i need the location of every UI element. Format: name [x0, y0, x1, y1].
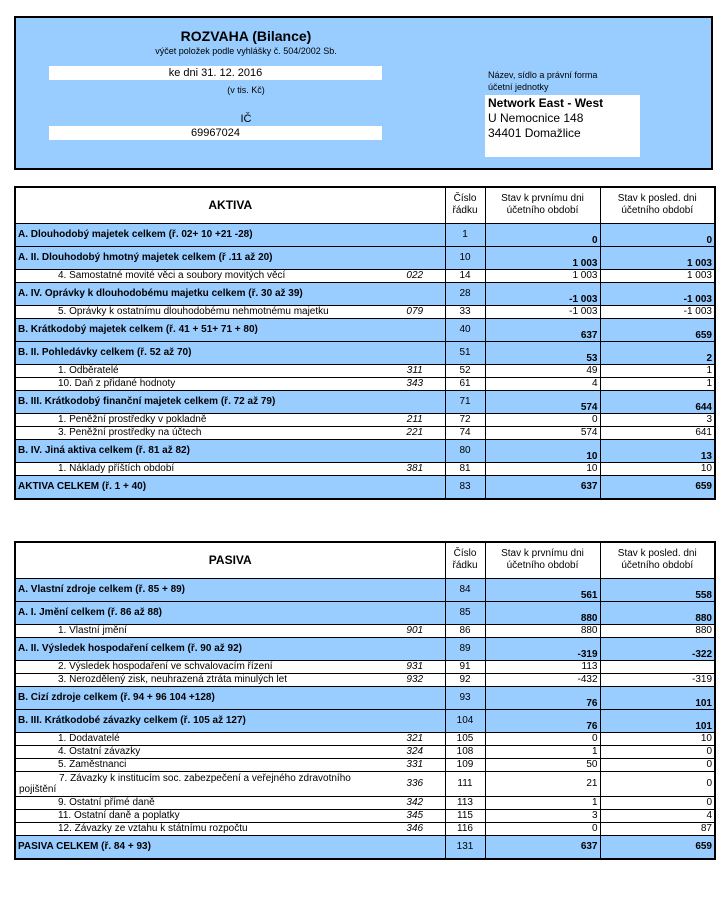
- value-period-end[interactable]: 87: [600, 822, 715, 835]
- value-period-end[interactable]: 10: [600, 732, 715, 745]
- row-number[interactable]: 105: [445, 732, 485, 745]
- pasiva-header-row: [15, 542, 715, 578]
- row-number[interactable]: 83: [445, 475, 485, 499]
- aktiva-row-51: [15, 341, 715, 364]
- account-code[interactable]: 346: [385, 822, 445, 835]
- row-number[interactable]: 74: [445, 426, 485, 439]
- aktiva-row-83: [15, 475, 715, 499]
- row-description[interactable]: A. IV. Oprávky k dlouhodobému majetku celkem (ř. 30 až 39): [15, 282, 385, 305]
- row-description[interactable]: 5. Oprávky k ostatnímu dlouhodobému nehmotnému majetku: [15, 305, 385, 318]
- pasiva-row-93: [15, 686, 715, 709]
- value-period-start[interactable]: -319: [485, 637, 600, 660]
- value-period-start[interactable]: 0: [485, 732, 600, 745]
- value-period-start[interactable]: 637: [485, 835, 600, 859]
- row-description[interactable]: 3. Peněžní prostředky na účtech: [15, 426, 385, 439]
- value-period-end[interactable]: -1 003: [600, 282, 715, 305]
- aktiva-row-1: [15, 223, 715, 246]
- row-number[interactable]: 116: [445, 822, 485, 835]
- pasiva-row-111: [15, 771, 715, 796]
- value-period-start[interactable]: 3: [485, 809, 600, 822]
- value-period-end[interactable]: 0: [600, 745, 715, 758]
- row-number[interactable]: 52: [445, 364, 485, 377]
- row-number[interactable]: 40: [445, 318, 485, 341]
- account-code[interactable]: 931: [385, 660, 445, 673]
- aktiva-row-10: [15, 246, 715, 269]
- row-description[interactable]: 1. Odběratelé: [15, 364, 385, 377]
- pasiva-col-period-end: Stav k posled. dni účetního období: [600, 542, 715, 578]
- aktiva-row-40: [15, 318, 715, 341]
- row-number[interactable]: 72: [445, 413, 485, 426]
- value-period-start[interactable]: 0: [485, 223, 600, 246]
- pasiva-row-86: [15, 624, 715, 637]
- value-period-end[interactable]: 641: [600, 426, 715, 439]
- pasiva-row-104: [15, 709, 715, 732]
- entity-name-field[interactable]: [485, 95, 640, 157]
- value-period-start[interactable]: -1 003: [485, 282, 600, 305]
- value-period-start[interactable]: 574: [485, 426, 600, 439]
- row-description[interactable]: B. IV. Jiná aktiva celkem (ř. 81 až 82): [15, 439, 385, 462]
- row-number[interactable]: 14: [445, 269, 485, 282]
- value-period-end[interactable]: 13: [600, 439, 715, 462]
- row-description[interactable]: A. I. Jmění celkem (ř. 86 až 88): [15, 601, 385, 624]
- account-code[interactable]: 331: [385, 758, 445, 771]
- value-period-start[interactable]: 53: [485, 341, 600, 364]
- row-number[interactable]: 81: [445, 462, 485, 475]
- account-code[interactable]: [385, 246, 445, 269]
- value-period-start[interactable]: 0: [485, 413, 600, 426]
- value-period-start[interactable]: 0: [485, 822, 600, 835]
- value-period-end[interactable]: 101: [600, 686, 715, 709]
- aktiva-col-period-start: Stav k prvnímu dni účetního období: [485, 187, 600, 223]
- ic-field[interactable]: 69967024: [49, 126, 382, 140]
- ic-label: IČ: [240, 113, 252, 125]
- row-number[interactable]: 91: [445, 660, 485, 673]
- row-description[interactable]: 5. Zaměstnanci: [15, 758, 385, 771]
- aktiva-col-period-end: Stav k posled. dni účetního období: [600, 187, 715, 223]
- aktiva-row-52: [15, 364, 715, 377]
- value-period-end[interactable]: 0: [600, 771, 715, 796]
- value-period-start[interactable]: 637: [485, 475, 600, 499]
- pasiva-row-91: [15, 660, 715, 673]
- account-code[interactable]: 022: [385, 269, 445, 282]
- row-description[interactable]: 7. Závazky k institucím soc. zabezpečení a veřejného zdravotního pojištění: [15, 771, 385, 796]
- row-description[interactable]: AKTIVA CELKEM (ř. 1 + 40): [15, 475, 385, 499]
- account-code[interactable]: [385, 318, 445, 341]
- value-period-end[interactable]: 101: [600, 709, 715, 732]
- row-description[interactable]: PASIVA CELKEM (ř. 84 + 93): [15, 835, 385, 859]
- row-number[interactable]: 33: [445, 305, 485, 318]
- value-period-start[interactable]: 561: [485, 578, 600, 601]
- row-number[interactable]: 80: [445, 439, 485, 462]
- row-description[interactable]: 9. Ostatní přímé daně: [15, 796, 385, 809]
- row-number[interactable]: 84: [445, 578, 485, 601]
- value-period-start[interactable]: 1: [485, 745, 600, 758]
- account-code[interactable]: [385, 282, 445, 305]
- pasiva-row-105: [15, 732, 715, 745]
- aktiva-row-72: [15, 413, 715, 426]
- value-period-end[interactable]: 4: [600, 809, 715, 822]
- value-period-end[interactable]: -1 003: [600, 305, 715, 318]
- row-number[interactable]: 61: [445, 377, 485, 390]
- value-period-end[interactable]: 1: [600, 377, 715, 390]
- pasiva-row-92: [15, 673, 715, 686]
- value-period-end[interactable]: 10: [600, 462, 715, 475]
- value-period-end[interactable]: 659: [600, 835, 715, 859]
- aktiva-row-61: [15, 377, 715, 390]
- value-period-start[interactable]: 1 003: [485, 269, 600, 282]
- account-code[interactable]: 336: [385, 771, 445, 796]
- header-panel: [14, 16, 713, 170]
- value-period-end[interactable]: 1 003: [600, 246, 715, 269]
- value-period-start[interactable]: 10: [485, 439, 600, 462]
- row-description[interactable]: 1. Vlastní jmění: [15, 624, 385, 637]
- value-period-end[interactable]: 0: [600, 223, 715, 246]
- account-code[interactable]: [385, 223, 445, 246]
- value-period-end[interactable]: 880: [600, 624, 715, 637]
- aktiva-row-33: [15, 305, 715, 318]
- row-description[interactable]: 2. Výsledek hospodaření ve schvalovacím řízení: [15, 660, 385, 673]
- entity-name-label-line2: účetní jednotky: [488, 82, 549, 92]
- account-code[interactable]: 345: [385, 809, 445, 822]
- account-code[interactable]: [385, 578, 445, 601]
- account-code[interactable]: [385, 637, 445, 660]
- value-period-end[interactable]: 558: [600, 578, 715, 601]
- account-code[interactable]: [385, 341, 445, 364]
- pasiva-row-115: [15, 809, 715, 822]
- row-number[interactable]: 113: [445, 796, 485, 809]
- pasiva-row-109: [15, 758, 715, 771]
- account-code[interactable]: [385, 390, 445, 413]
- row-description[interactable]: B. Krátkodobý majetek celkem (ř. 41 + 51+ 71 + 80): [15, 318, 385, 341]
- pasiva-row-89: [15, 637, 715, 660]
- row-number[interactable]: 89: [445, 637, 485, 660]
- company-address-city: 34401 Domažlice: [488, 126, 581, 140]
- row-number[interactable]: 93: [445, 686, 485, 709]
- aktiva-row-80: [15, 439, 715, 462]
- aktiva-row-28: [15, 282, 715, 305]
- row-description[interactable]: B. Cizí zdroje celkem (ř. 94 + 96 104 +128): [15, 686, 385, 709]
- value-period-end[interactable]: 659: [600, 318, 715, 341]
- row-number[interactable]: 111: [445, 771, 485, 796]
- value-period-start[interactable]: 113: [485, 660, 600, 673]
- value-period-end[interactable]: -322: [600, 637, 715, 660]
- value-period-end[interactable]: 644: [600, 390, 715, 413]
- account-code[interactable]: [385, 709, 445, 732]
- pasiva-row-84: [15, 578, 715, 601]
- entity-name-label: [488, 69, 688, 93]
- account-code[interactable]: 342: [385, 796, 445, 809]
- account-code[interactable]: [385, 601, 445, 624]
- aktiva-row-81: [15, 462, 715, 475]
- row-number[interactable]: 92: [445, 673, 485, 686]
- pasiva-row-116: [15, 822, 715, 835]
- aktiva-row-74: [15, 426, 715, 439]
- row-description[interactable]: 4. Ostatní závazky: [15, 745, 385, 758]
- company-address-street: U Nemocnice 148: [488, 111, 584, 125]
- value-period-end[interactable]: [600, 660, 715, 673]
- row-number[interactable]: 131: [445, 835, 485, 859]
- row-description[interactable]: A. Dlouhodobý majetek celkem (ř. 02+ 10 +21 -28): [15, 223, 385, 246]
- value-period-start[interactable]: 637: [485, 318, 600, 341]
- row-description[interactable]: 10. Daň z přidané hodnoty: [15, 377, 385, 390]
- pasiva-row-108: [15, 745, 715, 758]
- account-code[interactable]: 324: [385, 745, 445, 758]
- value-period-end[interactable]: 0: [600, 796, 715, 809]
- value-period-start[interactable]: 76: [485, 686, 600, 709]
- company-name: Network East - West: [488, 96, 604, 110]
- pasiva-row-113: [15, 796, 715, 809]
- account-code[interactable]: 221: [385, 426, 445, 439]
- account-code[interactable]: [385, 686, 445, 709]
- row-number[interactable]: 51: [445, 341, 485, 364]
- row-number[interactable]: 71: [445, 390, 485, 413]
- row-number[interactable]: 28: [445, 282, 485, 305]
- aktiva-row-71: [15, 390, 715, 413]
- row-number[interactable]: 104: [445, 709, 485, 732]
- account-code[interactable]: 079: [385, 305, 445, 318]
- row-number[interactable]: 1: [445, 223, 485, 246]
- value-period-start[interactable]: 76: [485, 709, 600, 732]
- value-period-start[interactable]: 10: [485, 462, 600, 475]
- row-description[interactable]: 1. Dodavatelé: [15, 732, 385, 745]
- account-code[interactable]: [385, 835, 445, 859]
- row-description[interactable]: 3. Nerozdělený zisk, neuhrazená ztráta minulých let: [15, 673, 385, 686]
- value-period-start[interactable]: 1: [485, 796, 600, 809]
- aktiva-table: [14, 186, 716, 500]
- value-period-end[interactable]: 2: [600, 341, 715, 364]
- row-description[interactable]: 1. Peněžní prostředky v pokladně: [15, 413, 385, 426]
- row-number[interactable]: 85: [445, 601, 485, 624]
- value-period-end[interactable]: 3: [600, 413, 715, 426]
- account-code[interactable]: 321: [385, 732, 445, 745]
- account-code[interactable]: 381: [385, 462, 445, 475]
- row-description[interactable]: 11. Ostatní daně a poplatky: [15, 809, 385, 822]
- document-title: ROZVAHA (Bilance): [180, 28, 312, 44]
- account-code[interactable]: [385, 475, 445, 499]
- account-code[interactable]: 901: [385, 624, 445, 637]
- pasiva-col-period-start: Stav k prvnímu dni účetního období: [485, 542, 600, 578]
- row-description[interactable]: 4. Samostatné movité věci a soubory movitých věcí: [15, 269, 385, 282]
- pasiva-row-131: [15, 835, 715, 859]
- value-period-start[interactable]: -432: [485, 673, 600, 686]
- row-number[interactable]: 10: [445, 246, 485, 269]
- value-period-start[interactable]: 49: [485, 364, 600, 377]
- aktiva-row-14: [15, 269, 715, 282]
- aktiva-title: AKTIVA: [15, 187, 445, 223]
- row-description[interactable]: B. III. Krátkodobý finanční majetek celkem (ř. 72 až 79): [15, 390, 385, 413]
- row-description[interactable]: B. III. Krátkodobé závazky celkem (ř. 105 až 127): [15, 709, 385, 732]
- value-period-end[interactable]: 1 003: [600, 269, 715, 282]
- pasiva-row-85: [15, 601, 715, 624]
- row-number[interactable]: 115: [445, 809, 485, 822]
- value-period-end[interactable]: -319: [600, 673, 715, 686]
- date-field[interactable]: ke dni 31. 12. 2016: [49, 66, 382, 80]
- value-period-start[interactable]: 574: [485, 390, 600, 413]
- row-description[interactable]: B. II. Pohledávky celkem (ř. 52 až 70): [15, 341, 385, 364]
- value-period-start[interactable]: 21: [485, 771, 600, 796]
- pasiva-table: [14, 541, 716, 860]
- value-period-start[interactable]: 4: [485, 377, 600, 390]
- aktiva-header-row: [15, 187, 715, 223]
- value-period-start[interactable]: 880: [485, 601, 600, 624]
- row-description[interactable]: A. Vlastní zdroje celkem (ř. 85 + 89): [15, 578, 385, 601]
- row-description[interactable]: 12. Závazky ze vztahu k státnímu rozpočtu: [15, 822, 385, 835]
- value-period-start[interactable]: 50: [485, 758, 600, 771]
- row-description[interactable]: 1. Náklady příštích období: [15, 462, 385, 475]
- row-number[interactable]: 109: [445, 758, 485, 771]
- aktiva-col-row-no: Číslo řádku: [445, 187, 485, 223]
- value-period-end[interactable]: 880: [600, 601, 715, 624]
- account-code[interactable]: 932: [385, 673, 445, 686]
- entity-name-label-line1: Název, sídlo a právní forma: [488, 70, 598, 80]
- account-code[interactable]: [385, 439, 445, 462]
- units-label: (v tis. Kč): [227, 85, 265, 95]
- account-code[interactable]: 343: [385, 377, 445, 390]
- value-period-start[interactable]: -1 003: [485, 305, 600, 318]
- document-subtitle: výčet položek podle vyhlášky č. 504/2002 Sb.: [155, 46, 337, 56]
- value-period-end[interactable]: 0: [600, 758, 715, 771]
- row-description[interactable]: A. II. Výsledek hospodaření celkem (ř. 90 až 92): [15, 637, 385, 660]
- pasiva-title: PASIVA: [15, 542, 445, 578]
- row-number[interactable]: 86: [445, 624, 485, 637]
- account-code[interactable]: 311: [385, 364, 445, 377]
- row-number[interactable]: 108: [445, 745, 485, 758]
- value-period-start[interactable]: 880: [485, 624, 600, 637]
- value-period-end[interactable]: 659: [600, 475, 715, 499]
- pasiva-col-row-no: Číslo řádku: [445, 542, 485, 578]
- value-period-end[interactable]: 1: [600, 364, 715, 377]
- account-code[interactable]: 211: [385, 413, 445, 426]
- value-period-start[interactable]: 1 003: [485, 246, 600, 269]
- row-description[interactable]: A. II. Dlouhodobý hmotný majetek celkem (ř .11 až 20): [15, 246, 385, 269]
